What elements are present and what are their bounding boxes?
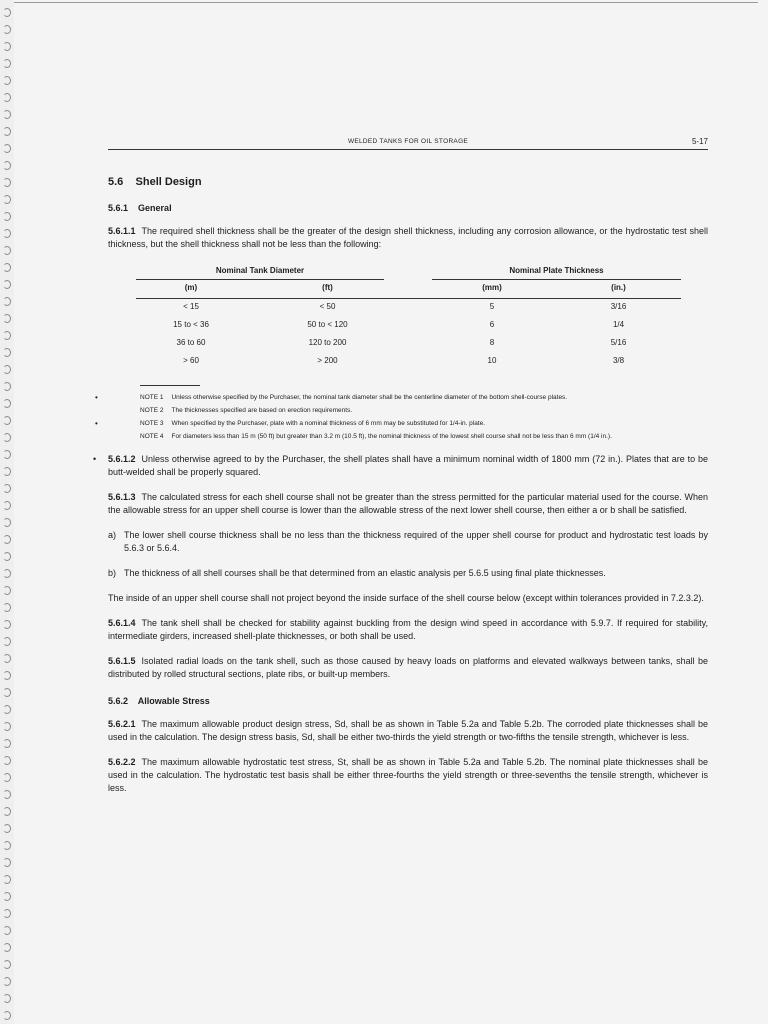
binding-hole <box>3 59 11 68</box>
note-label: NOTE 1 <box>140 394 164 401</box>
table-cell: 10 <box>487 356 497 365</box>
paragraph-text: Unless otherwise agreed to by the Purchaser, the shell plates shall have a minimum nominal width of 1800 mm (72 in.). Plates that are to be butt-welded shall be properly squared. <box>108 454 708 477</box>
binding-hole <box>3 297 11 306</box>
binding-hole <box>3 637 11 646</box>
binding-hole <box>3 552 11 561</box>
binding-hole <box>3 25 11 34</box>
binding-hole <box>3 977 11 986</box>
list-item-a <box>108 529 708 555</box>
column-header: (m) <box>184 283 198 292</box>
paragraph-5-6-1-4 <box>108 617 708 643</box>
paragraph-number: 5.6.1.2 <box>108 454 136 464</box>
table-cell: 5/16 <box>610 338 627 347</box>
list-item-b <box>108 567 708 580</box>
table-row <box>136 299 681 317</box>
binding-hole <box>3 892 11 901</box>
binding-hole <box>3 314 11 323</box>
table-cell: 3/8 <box>612 356 625 365</box>
paragraph-text: The maximum allowable hydrostatic test stress, St, shall be as shown in Table 5.2a and Table 5.2b. The nominal plate thicknesses shall be used in the calculation. The hydrostatic test basis shall be either three-fourths the yield strength or three-sevenths the tensile strength, whichever is less. <box>108 757 708 793</box>
paragraph-inside-shell: The inside of an upper shell course shall not project beyond the inside surface of the shell course below (except within tolerances provided in 7.2.3.2). <box>108 593 704 603</box>
page-number: 5-17 <box>691 137 708 146</box>
table-cell: < 50 <box>319 302 336 311</box>
paragraph-text: The calculated stress for each shell course shall not be greater than the stress permitted for the particular material used for the course. When the allowable stress for an upper shell course is lower than the allowable stress of the next lower shell course, then either a or b shall be satisfied. <box>108 492 708 515</box>
table-group-headers <box>136 266 681 280</box>
note-text: The thicknesses specified are based on erection requirements. <box>171 407 353 414</box>
binding-hole <box>3 93 11 102</box>
binding-hole <box>3 161 11 170</box>
table-cell: 1/4 <box>612 320 625 329</box>
table-cell: 5 <box>489 302 495 311</box>
subsection-number: 5.6.1 <box>108 203 129 213</box>
binding-hole <box>3 127 11 136</box>
paragraph-number: 5.6.1.3 <box>108 492 136 502</box>
scan-top-rule <box>10 2 758 3</box>
group-header-diameter: Nominal Tank Diameter <box>215 266 305 275</box>
paragraph-number: 5.6.2.2 <box>108 757 136 767</box>
table-header-row <box>136 280 681 299</box>
note-text: For diameters less than 15 m (50 ft) but greater than 3.2 m (10.5 ft), the nominal thickness of the lowest shell course shall not be less than 6 mm (1/4 in.). <box>171 433 612 440</box>
paragraph-5-6-2-1 <box>108 718 708 744</box>
table-cell: 6 <box>489 320 495 329</box>
binding-hole <box>3 824 11 833</box>
table-row <box>136 353 681 371</box>
paragraph-text: The tank shell shall be checked for stability against buckling from the design wind speed in accordance with 5.9.7. If required for stability, intermediate girders, increased shell-plate thicknesses, or both shall be used. <box>108 618 708 641</box>
binding-hole <box>3 926 11 935</box>
change-bullet: • <box>95 419 98 428</box>
binding-hole <box>3 603 11 612</box>
binding-hole <box>3 382 11 391</box>
paragraph-text: The maximum allowable product design stress, Sd, shall be as shown in Table 5.2a and Table 5.2b. The corroded plate thicknesses shall be used in the calculation. The design stress basis, Sd, shall be either two-thirds the yield strength or two-fifths the tensile strength, whichever is less. <box>108 719 708 742</box>
binding-hole <box>3 450 11 459</box>
binding-hole <box>3 76 11 85</box>
binding-hole <box>3 195 11 204</box>
binding-hole <box>3 841 11 850</box>
section-title: Shell Design <box>135 176 202 188</box>
binding-hole <box>3 875 11 884</box>
paragraph-5-6-1-5 <box>108 655 708 681</box>
binding-hole <box>3 943 11 952</box>
binding-hole <box>3 280 11 289</box>
note-1 <box>95 393 708 402</box>
subsection-title: General <box>138 203 172 213</box>
column-header: (ft) <box>322 283 333 292</box>
paragraph-text: Isolated radial loads on the tank shell, such as those caused by heavy loads on platforms and elevated walkways between tanks, shall be distributed by rolled structural sections, plate ribs, or built-up members. <box>108 656 708 679</box>
table-cell: 36 to 60 <box>176 338 206 347</box>
subsection-title: Allowable Stress <box>137 696 210 706</box>
paragraph-number: 5.6.2.1 <box>108 719 136 729</box>
note-3 <box>95 419 708 428</box>
paragraph-5-6-1-3 <box>108 491 708 517</box>
table-cell: 120 to 200 <box>308 338 347 347</box>
binding-hole <box>3 399 11 408</box>
binding-hole <box>3 790 11 799</box>
binding-hole <box>3 416 11 425</box>
running-header <box>108 135 708 150</box>
list-marker: b) <box>108 568 117 578</box>
table-cell: < 15 <box>183 302 199 311</box>
binding-hole <box>3 688 11 697</box>
note-label: NOTE 2 <box>140 407 164 414</box>
paragraph-5-6-2-2 <box>108 756 708 795</box>
binding-hole <box>3 433 11 442</box>
binding-hole <box>3 671 11 680</box>
notes-rule <box>140 385 200 386</box>
binding-hole <box>3 620 11 629</box>
table-cell: 50 to < 120 <box>307 320 348 329</box>
paragraph-number: 5.6.1.5 <box>108 656 136 666</box>
list-marker: a) <box>108 530 117 540</box>
binding-hole <box>3 586 11 595</box>
section-number: 5.6 <box>108 176 124 188</box>
change-bullet: • <box>95 393 98 402</box>
binding-hole <box>3 518 11 527</box>
section-heading <box>108 176 708 188</box>
paragraph-number: 5.6.1.4 <box>108 618 136 628</box>
binding-hole <box>3 654 11 663</box>
table-row <box>136 317 681 335</box>
binding-hole <box>3 110 11 119</box>
binding-hole <box>3 212 11 221</box>
list-text: The thickness of all shell courses shall be that determined from an elastic analysis per 5.6.5 using final plate thicknesses. <box>124 568 606 578</box>
binding-hole <box>3 773 11 782</box>
table-cell: > 200 <box>317 356 338 365</box>
binding-edge <box>0 0 14 1024</box>
note-text: Unless otherwise specified by the Purchaser, the nominal tank diameter shall be the centerline diameter of the bottom shell-course plates. <box>171 394 568 401</box>
change-bullet: • <box>93 454 97 464</box>
binding-hole <box>3 807 11 816</box>
table-cell: 15 to < 36 <box>173 320 209 329</box>
subsection-number: 5.6.2 <box>108 696 129 706</box>
binding-hole <box>3 994 11 1003</box>
binding-hole <box>3 756 11 765</box>
table-cell: 3/16 <box>610 302 627 311</box>
list-text: The lower shell course thickness shall be no less than the thickness required of the upper shell course for product and hydrostatic test loads by 5.6.3 or 5.6.4. <box>124 530 708 553</box>
note-label: NOTE 3 <box>140 420 164 427</box>
binding-hole <box>3 467 11 476</box>
binding-hole <box>3 858 11 867</box>
binding-hole <box>3 246 11 255</box>
subsection-heading-general <box>108 203 708 213</box>
note-label: NOTE 4 <box>140 433 164 440</box>
binding-hole <box>3 229 11 238</box>
thickness-table <box>136 266 681 371</box>
binding-hole <box>3 331 11 340</box>
binding-hole <box>3 960 11 969</box>
paragraph-number: 5.6.1.1 <box>108 226 136 236</box>
binding-hole <box>3 8 11 17</box>
binding-hole <box>3 178 11 187</box>
paragraph-text: The required shell thickness shall be the greater of the design shell thickness, including any corrosion allowance, or the hydrostatic test shell thickness, but the shell thickness shall not be less than the following: <box>108 226 708 249</box>
document-page <box>93 135 708 795</box>
binding-hole <box>3 365 11 374</box>
note-text: When specified by the Purchaser, plate with a nominal thickness of 6 mm may be substituted for 1/4-in. plate. <box>171 420 486 427</box>
table-notes <box>95 385 708 441</box>
binding-hole <box>3 705 11 714</box>
binding-hole <box>3 263 11 272</box>
paragraph-5-6-1-2 <box>93 453 708 479</box>
paragraph-5-6-1-1 <box>108 225 708 251</box>
binding-hole <box>3 535 11 544</box>
binding-hole <box>3 909 11 918</box>
table-cell: > 60 <box>183 356 199 365</box>
binding-hole <box>3 484 11 493</box>
group-header-thickness: Nominal Plate Thickness <box>509 266 604 275</box>
binding-hole <box>3 42 11 51</box>
table-row <box>136 335 681 353</box>
table-cell: 8 <box>489 338 495 347</box>
binding-hole <box>3 501 11 510</box>
running-title: WELDED TANKS FOR OIL STORAGE <box>347 138 469 145</box>
binding-hole <box>3 722 11 731</box>
binding-hole <box>3 569 11 578</box>
binding-hole <box>3 348 11 357</box>
column-header: (mm) <box>482 283 502 292</box>
binding-hole <box>3 144 11 153</box>
subsection-heading-allowable-stress <box>108 696 708 706</box>
column-header: (in.) <box>611 283 626 292</box>
binding-hole <box>3 1011 11 1020</box>
note-4 <box>140 433 708 441</box>
note-2 <box>140 407 708 415</box>
binding-hole <box>3 739 11 748</box>
